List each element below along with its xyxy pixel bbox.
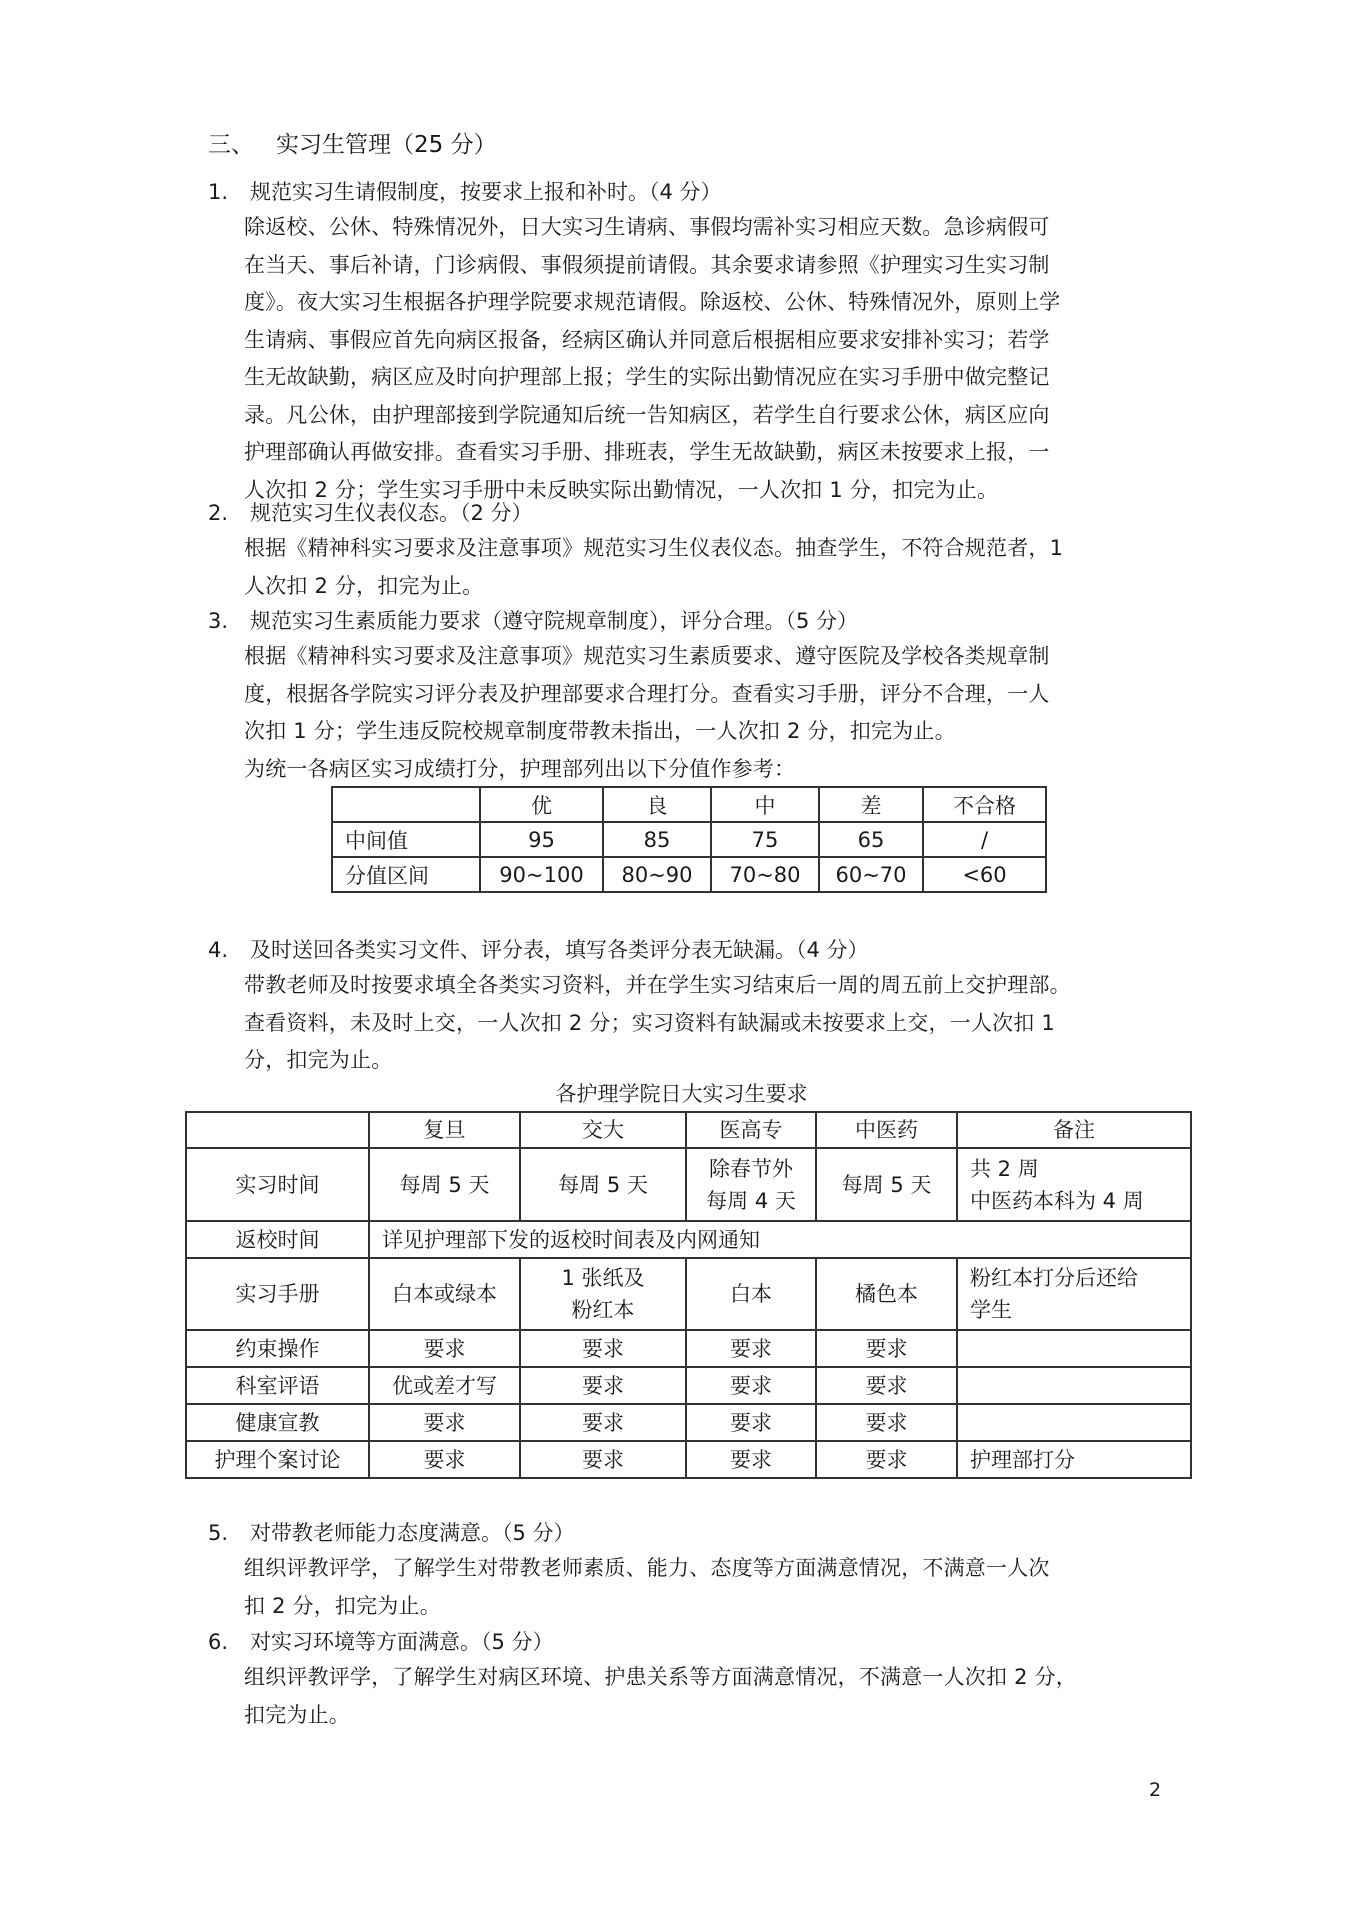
row-header: 实习手册 bbox=[186, 1258, 369, 1330]
item-title: 规范实习生仪表仪态。（2 分） bbox=[250, 501, 533, 525]
body-line: 扣完为止。 bbox=[244, 1702, 350, 1727]
item-body bbox=[244, 638, 1188, 788]
item-body bbox=[244, 530, 1188, 605]
item-6 bbox=[208, 1625, 1188, 1734]
row-header: 实习时间 bbox=[186, 1148, 369, 1221]
table-header-row bbox=[186, 1112, 1191, 1148]
table-cell: 交大 bbox=[520, 1112, 686, 1148]
section-heading bbox=[208, 128, 497, 162]
section-title: 实习生管理（25 分） bbox=[276, 132, 497, 158]
table-cell bbox=[686, 1148, 816, 1221]
table-cell: 要求 bbox=[369, 1404, 520, 1441]
table-cell: <60 bbox=[923, 857, 1046, 892]
table-cell: 要求 bbox=[686, 1367, 816, 1404]
table-cell: 要求 bbox=[816, 1441, 957, 1478]
table-cell: 60~70 bbox=[819, 857, 923, 892]
table-cell: 每周 5 天 bbox=[520, 1148, 686, 1221]
row-header: 中间值 bbox=[332, 822, 480, 857]
table-cell: 要求 bbox=[816, 1367, 957, 1404]
table-cell: 要求 bbox=[369, 1330, 520, 1367]
body-line: 度》。夜大实习生根据各护理学院要求规范请假。除返校、公休、特殊情况外，原则上学 bbox=[244, 290, 1061, 314]
body-line: 扣 2 分，扣完为止。 bbox=[244, 1593, 441, 1618]
table-cell: 要求 bbox=[520, 1404, 686, 1441]
table-row bbox=[186, 1221, 1191, 1258]
item-number: 5. bbox=[208, 1521, 229, 1545]
body-line: 根据《精神科实习要求及注意事项》规范实习生素质要求、遵守医院及学校各类规章制 bbox=[244, 644, 1050, 668]
table-cell: 95 bbox=[480, 822, 603, 857]
table-cell: 护理部打分 bbox=[957, 1441, 1191, 1478]
item-5 bbox=[208, 1516, 1188, 1625]
table-row bbox=[332, 822, 1046, 857]
body-line: 护理部确认再做安排。查看实习手册、排班表，学生无故缺勤，病区未按要求上报，一 bbox=[244, 440, 1050, 464]
cell-line: 1 张纸及 bbox=[561, 1266, 645, 1290]
body-line: 生无故缺勤，病区应及时向护理部上报；学生的实际出勤情况应在实习手册中做完整记 bbox=[244, 365, 1050, 389]
college-requirements-table bbox=[185, 1111, 1192, 1479]
body-line: 带教老师及时按要求填全各类实习资料，并在学生实习结束后一周的周五前上交护理部。 bbox=[244, 973, 1071, 997]
table-cell: 优或差才写 bbox=[369, 1367, 520, 1404]
cell-line: 共 2 周 bbox=[970, 1156, 1039, 1181]
body-line: 生请病、事假应首先向病区报备，经病区确认并同意后根据相应要求安排补实习；若学 bbox=[244, 327, 1050, 352]
table-cell: 要求 bbox=[686, 1404, 816, 1441]
table-row bbox=[186, 1148, 1191, 1221]
item-title: 对实习环境等方面满意。（5 分） bbox=[250, 1630, 554, 1654]
table-row bbox=[186, 1330, 1191, 1367]
item-body bbox=[244, 209, 1188, 509]
item-2 bbox=[208, 496, 1188, 605]
row-header: 科室评语 bbox=[186, 1367, 369, 1404]
table-cell: 每周 5 天 bbox=[816, 1148, 957, 1221]
body-line: 人次扣 2 分，扣完为止。 bbox=[244, 573, 484, 598]
table-cell: 备注 bbox=[957, 1112, 1191, 1148]
table-cell: 要求 bbox=[816, 1404, 957, 1441]
table-row bbox=[332, 857, 1046, 892]
item-title: 及时送回各类实习文件、评分表，填写各类评分表无缺漏。（4 分） bbox=[250, 938, 869, 962]
table-cell bbox=[957, 1148, 1191, 1221]
row-header: 分值区间 bbox=[332, 857, 480, 892]
body-line: 除返校、公休、特殊情况外，日大实习生请病、事假均需补实习相应天数。急诊病假可 bbox=[244, 215, 1050, 239]
item-heading bbox=[208, 1516, 1188, 1550]
body-line: 根据《精神科实习要求及注意事项》规范实习生仪表仪态。抽查学生，不符合规范者，1 bbox=[244, 536, 1064, 560]
item-number: 4. bbox=[208, 938, 229, 962]
table-cell: 中医药 bbox=[816, 1112, 957, 1148]
table-cell: 良 bbox=[603, 787, 711, 822]
item-heading bbox=[208, 1625, 1188, 1659]
item-body bbox=[244, 1659, 1188, 1734]
table-header-row bbox=[332, 787, 1046, 822]
table-caption: 各护理学院日大实习生要求 bbox=[555, 1082, 808, 1106]
body-line: 组织评教评学，了解学生对病区环境、护患关系等方面满意情况，不满意一人次扣 2 分， bbox=[244, 1665, 1077, 1689]
table-cell: 白本或绿本 bbox=[369, 1258, 520, 1330]
table-cell: 要求 bbox=[686, 1441, 816, 1478]
table-cell bbox=[957, 1258, 1191, 1330]
table-cell bbox=[332, 787, 480, 822]
row-header: 健康宣教 bbox=[186, 1404, 369, 1441]
table-row bbox=[186, 1404, 1191, 1441]
body-line: 查看资料，未及时上交，一人次扣 2 分；实习资料有缺漏或未按要求上交，一人次扣 1 bbox=[244, 1010, 1055, 1035]
table-cell: / bbox=[923, 822, 1046, 857]
table-cell: 要求 bbox=[816, 1330, 957, 1367]
table-cell: 90~100 bbox=[480, 857, 603, 892]
table-cell bbox=[957, 1330, 1191, 1367]
table-cell bbox=[520, 1258, 686, 1330]
item-title: 规范实习生请假制度，按要求上报和补时。（4 分） bbox=[250, 180, 722, 204]
item-heading bbox=[208, 604, 1188, 638]
table-cell bbox=[957, 1367, 1191, 1404]
table-cell: 不合格 bbox=[923, 787, 1046, 822]
table-cell: 复旦 bbox=[369, 1112, 520, 1148]
table-cell: 要求 bbox=[520, 1330, 686, 1367]
table-cell: 65 bbox=[819, 822, 923, 857]
table-cell: 75 bbox=[711, 822, 819, 857]
item-title: 规范实习生素质能力要求（遵守院规章制度），评分合理。（5 分） bbox=[250, 609, 859, 633]
table-cell: 要求 bbox=[369, 1441, 520, 1478]
table-cell: 差 bbox=[819, 787, 923, 822]
table-cell: 橘色本 bbox=[816, 1258, 957, 1330]
table-cell: 中 bbox=[711, 787, 819, 822]
table-cell bbox=[957, 1404, 1191, 1441]
row-header: 约束操作 bbox=[186, 1330, 369, 1367]
section-number: 三、 bbox=[208, 132, 254, 158]
cell-line: 除春节外 bbox=[709, 1156, 793, 1181]
item-number: 1. bbox=[208, 180, 229, 204]
table-row bbox=[186, 1367, 1191, 1404]
item-body bbox=[244, 967, 1188, 1080]
body-line: 在当天、事后补请，门诊病假、事假须提前请假。其余要求请参照《护理实习生实习制 bbox=[244, 252, 1050, 277]
table-row bbox=[186, 1258, 1191, 1330]
body-line: 录。凡公休，由护理部接到学院通知后统一告知病区，若学生自行要求公休，病区应向 bbox=[244, 402, 1050, 427]
table-cell: 要求 bbox=[520, 1367, 686, 1404]
table-cell bbox=[186, 1112, 369, 1148]
cell-line: 粉红本打分后还给 bbox=[970, 1266, 1138, 1290]
cell-line: 粉红本 bbox=[571, 1298, 635, 1322]
table-cell: 要求 bbox=[686, 1330, 816, 1367]
item-heading bbox=[208, 175, 1188, 209]
row-header: 护理个案讨论 bbox=[186, 1441, 369, 1478]
row-header: 返校时间 bbox=[186, 1221, 369, 1258]
table-cell: 每周 5 天 bbox=[369, 1148, 520, 1221]
body-line: 度，根据各学院实习评分表及护理部要求合理打分。查看实习手册，评分不合理，一人 bbox=[244, 681, 1050, 706]
item-number: 2. bbox=[208, 501, 229, 525]
table-cell: 85 bbox=[603, 822, 711, 857]
table-row bbox=[186, 1441, 1191, 1478]
body-line: 为统一各病区实习成绩打分，护理部列出以下分值作参考： bbox=[244, 756, 796, 781]
table-cell: 70~80 bbox=[711, 857, 819, 892]
body-line: 组织评教评学，了解学生对带教老师素质、能力、态度等方面满意情况，不满意一人次 bbox=[244, 1556, 1050, 1580]
body-line: 次扣 1 分；学生违反院校规章制度带教未指出，一人次扣 2 分，扣完为止。 bbox=[244, 719, 956, 743]
table-cell: 要求 bbox=[520, 1441, 686, 1478]
item-heading bbox=[208, 496, 1188, 530]
item-1 bbox=[208, 175, 1188, 509]
item-title: 对带教老师能力态度满意。（5 分） bbox=[250, 1521, 575, 1545]
item-number: 6. bbox=[208, 1630, 229, 1654]
item-4 bbox=[208, 933, 1188, 1080]
table-cell: 80~90 bbox=[603, 857, 711, 892]
item-number: 3. bbox=[208, 609, 229, 633]
cell-line: 学生 bbox=[970, 1298, 1012, 1322]
cell-line: 中医药本科为 4 周 bbox=[970, 1188, 1144, 1213]
table-cell: 详见护理部下发的返校时间表及内网通知 bbox=[369, 1221, 1191, 1258]
table-cell: 医高专 bbox=[686, 1112, 816, 1148]
table-cell: 优 bbox=[480, 787, 603, 822]
page-number: 2 bbox=[1149, 1779, 1162, 1801]
table-cell: 白本 bbox=[686, 1258, 816, 1330]
item-heading bbox=[208, 933, 1188, 967]
cell-line: 每周 4 天 bbox=[706, 1188, 796, 1213]
item-3 bbox=[208, 604, 1188, 788]
item-body bbox=[244, 1550, 1188, 1625]
body-line: 分，扣完为止。 bbox=[244, 1048, 393, 1072]
score-reference-table bbox=[331, 786, 1047, 893]
body-line: 人次扣 2 分；学生实习手册中未反映实际出勤情况，一人次扣 1 分，扣完为止。 bbox=[244, 477, 999, 502]
